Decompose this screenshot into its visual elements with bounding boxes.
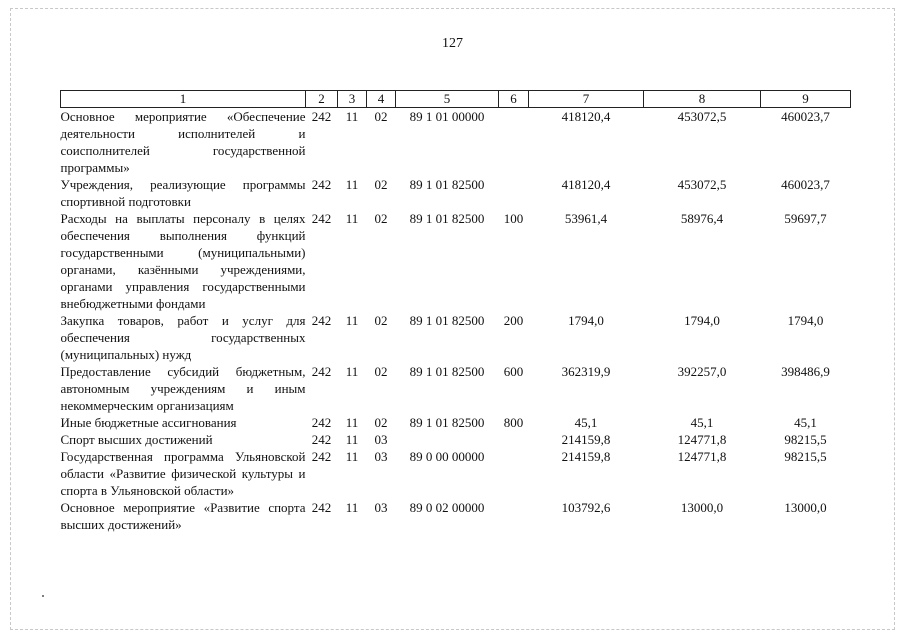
col-9: 59697,7 xyxy=(784,211,827,226)
row-name: Предоставление субсидий бюджетным, автономным учреждениям и иным некоммерческим организациям xyxy=(60,364,306,413)
col-7: 53961,4 xyxy=(564,211,608,226)
col-5: 89 0 02 00000 xyxy=(409,500,485,515)
row-name: Основное мероприятие «Развитие спорта высших достижений» xyxy=(60,500,306,532)
col-2: 242 xyxy=(311,500,332,515)
col-7: 214159,8 xyxy=(561,449,611,464)
col-2: 242 xyxy=(311,364,332,379)
col-6 xyxy=(499,431,529,448)
row-name: Закупка товаров, работ и услуг для обеспечения государственных (муниципальных) нужд xyxy=(60,313,306,362)
budget-table xyxy=(60,90,851,533)
col-7: 103792,6 xyxy=(561,500,611,515)
col-8: 392257,0 xyxy=(677,364,727,379)
page-number: 127 xyxy=(442,36,463,51)
col-8: 453072,5 xyxy=(677,177,727,192)
row-name: Расходы на выплаты персоналу в целях обеспечения выполнения функций государственными (муниципальными) органами, казёнными учреждениями, органами управления государственными внебюджетными фондами xyxy=(60,211,306,311)
table-row xyxy=(61,499,851,533)
table-row xyxy=(61,448,851,499)
col-2: 242 xyxy=(311,109,332,124)
header-cell: 5 xyxy=(396,91,499,108)
col-7: 362319,9 xyxy=(561,364,611,379)
table-row xyxy=(61,108,851,177)
col-5: 89 1 01 82500 xyxy=(409,364,485,379)
col-5: 89 1 01 82500 xyxy=(409,177,485,192)
col-5 xyxy=(396,431,499,448)
col-6 xyxy=(499,176,529,210)
header-cell: 8 xyxy=(644,91,761,108)
col-8: 13000,0 xyxy=(680,500,724,515)
col-8: 45,1 xyxy=(690,415,714,430)
col-6: 600 xyxy=(503,364,524,379)
scan-speck xyxy=(42,595,44,597)
col-6 xyxy=(499,448,529,499)
table-row xyxy=(61,312,851,363)
table-row xyxy=(61,431,851,448)
col-9: 13000,0 xyxy=(784,500,827,515)
col-2: 242 xyxy=(311,432,332,447)
col-6: 200 xyxy=(503,313,524,328)
col-7: 214159,8 xyxy=(561,432,611,447)
header-cell: 4 xyxy=(367,91,396,108)
col-3: 11 xyxy=(345,313,359,328)
row-name: Основное мероприятие «Обеспечение деятельности исполнителей и соисполнителей государственной программы» xyxy=(60,109,306,175)
col-9: 460023,7 xyxy=(781,177,830,192)
header-cell: 2 xyxy=(306,91,338,108)
col-3: 11 xyxy=(345,415,359,430)
col-3: 11 xyxy=(345,177,359,192)
row-name: Государственная программа Ульяновской области «Развитие физической культуры и спорта в Ульяновской области» xyxy=(60,449,306,498)
col-6: 100 xyxy=(503,211,524,226)
col-2: 242 xyxy=(311,313,332,328)
row-name: Учреждения, реализующие программы спортивной подготовки xyxy=(60,177,306,209)
col-3: 11 xyxy=(345,109,359,124)
col-2: 242 xyxy=(311,449,332,464)
col-3: 11 xyxy=(345,449,359,464)
col-7: 418120,4 xyxy=(561,109,611,124)
col-5: 89 1 01 82500 xyxy=(409,313,485,328)
col-6 xyxy=(499,499,529,533)
col-3: 11 xyxy=(345,364,359,379)
col-6: 800 xyxy=(503,415,524,430)
col-5: 89 1 01 82500 xyxy=(409,211,485,226)
table-row xyxy=(61,363,851,414)
col-4: 02 xyxy=(374,211,388,226)
col-5: 89 1 01 00000 xyxy=(409,109,485,124)
header-cell: 7 xyxy=(529,91,644,108)
col-4: 02 xyxy=(374,177,388,192)
col-8: 58976,4 xyxy=(680,211,724,226)
col-9: 1794,0 xyxy=(787,313,824,328)
col-2: 242 xyxy=(311,415,332,430)
table-row xyxy=(61,210,851,312)
col-6 xyxy=(499,108,529,177)
header-row xyxy=(61,91,851,108)
col-9: 45,1 xyxy=(794,415,817,430)
col-7: 1794,0 xyxy=(568,313,604,328)
col-7: 45,1 xyxy=(574,415,598,430)
col-8: 1794,0 xyxy=(684,313,720,328)
col-9: 98215,5 xyxy=(784,432,827,447)
header-cell: 9 xyxy=(761,91,851,108)
table-row xyxy=(61,414,851,431)
header-cell: 3 xyxy=(338,91,367,108)
col-4: 02 xyxy=(374,109,388,124)
col-8: 124771,8 xyxy=(677,432,727,447)
col-4: 02 xyxy=(374,313,388,328)
row-name: Спорт высших достижений xyxy=(60,432,213,447)
col-8: 124771,8 xyxy=(677,449,727,464)
table-row xyxy=(61,176,851,210)
col-3: 11 xyxy=(345,500,359,515)
col-4: 02 xyxy=(374,364,388,379)
col-2: 242 xyxy=(311,211,332,226)
col-5: 89 0 00 00000 xyxy=(409,449,485,464)
col-9: 398486,9 xyxy=(781,364,830,379)
col-5: 89 1 01 82500 xyxy=(409,415,485,430)
row-name: Иные бюджетные ассигнования xyxy=(60,415,237,430)
col-4: 02 xyxy=(374,415,388,430)
col-7: 418120,4 xyxy=(561,177,611,192)
col-4: 03 xyxy=(374,500,388,515)
col-9: 460023,7 xyxy=(781,109,830,124)
col-3: 11 xyxy=(345,432,359,447)
col-2: 242 xyxy=(311,177,332,192)
col-9: 98215,5 xyxy=(784,449,827,464)
col-3: 11 xyxy=(345,211,359,226)
col-4: 03 xyxy=(374,449,388,464)
header-cell: 6 xyxy=(499,91,529,108)
col-8: 453072,5 xyxy=(677,109,727,124)
header-cell: 1 xyxy=(61,91,306,108)
col-4: 03 xyxy=(374,432,388,447)
